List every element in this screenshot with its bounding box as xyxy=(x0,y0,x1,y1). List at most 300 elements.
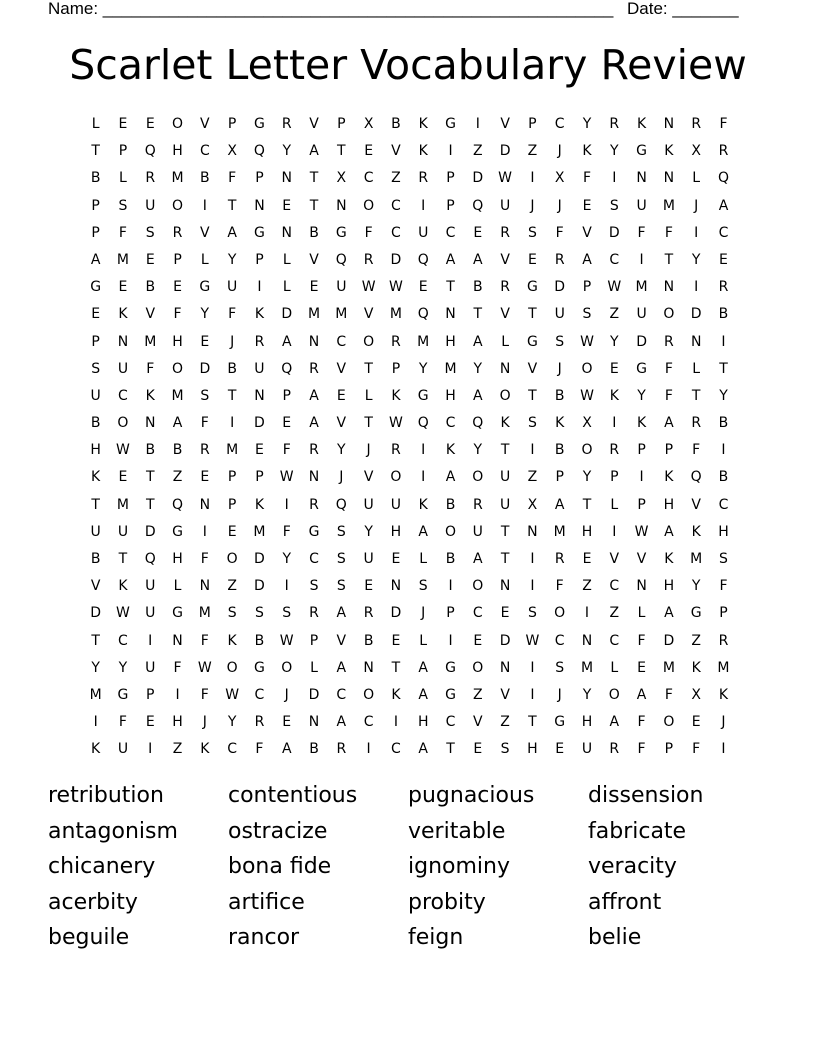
grid-letter[interactable]: N xyxy=(636,578,647,595)
grid-letter[interactable]: A xyxy=(718,197,729,214)
grid-letter[interactable]: J xyxy=(557,360,562,377)
grid-letter[interactable]: T xyxy=(582,496,592,513)
grid-letter[interactable]: F xyxy=(664,360,673,377)
grid-letter[interactable]: Q xyxy=(335,496,347,513)
grid-letter[interactable]: O xyxy=(472,469,484,486)
grid-letter[interactable]: K xyxy=(664,551,674,567)
grid-letter[interactable]: U xyxy=(554,306,565,323)
grid-letter[interactable]: K xyxy=(254,306,265,323)
grid-letter[interactable]: I xyxy=(148,741,153,758)
grid-letter[interactable]: Y xyxy=(200,306,210,323)
grid-letter[interactable]: E xyxy=(282,714,292,731)
grid-letter[interactable]: O xyxy=(363,686,375,703)
grid-letter[interactable]: L xyxy=(692,170,701,187)
grid-letter[interactable]: L xyxy=(364,387,373,404)
grid-letter[interactable]: M xyxy=(444,360,457,377)
grid-letter[interactable]: R xyxy=(609,741,620,758)
grid-letter[interactable]: K xyxy=(636,415,647,432)
grid-letter[interactable]: T xyxy=(691,387,701,404)
grid-letter[interactable]: U xyxy=(363,496,374,513)
grid-letter[interactable]: F xyxy=(664,686,673,703)
grid-letter[interactable]: I xyxy=(421,442,426,459)
grid-letter[interactable]: A xyxy=(281,333,292,350)
grid-letter[interactable]: B xyxy=(227,360,237,377)
grid-letter[interactable]: X xyxy=(691,686,701,703)
grid-letter[interactable]: F xyxy=(719,578,728,595)
grid-letter[interactable]: A xyxy=(281,741,292,758)
grid-letter[interactable]: P xyxy=(446,170,455,187)
grid-letter[interactable]: D xyxy=(281,306,293,323)
grid-letter[interactable]: I xyxy=(448,578,453,595)
grid-letter[interactable]: E xyxy=(582,551,592,567)
grid-letter[interactable]: H xyxy=(718,523,729,540)
grid-letter[interactable]: Y xyxy=(473,442,483,459)
grid-letter[interactable]: F xyxy=(200,551,209,567)
grid-letter[interactable]: A xyxy=(473,551,483,567)
grid-letter[interactable]: N xyxy=(663,170,675,187)
grid-letter[interactable]: E xyxy=(282,415,292,432)
grid-letter[interactable]: U xyxy=(499,197,511,214)
grid-letter[interactable]: B xyxy=(309,224,319,241)
grid-letter[interactable]: E xyxy=(391,551,401,567)
grid-letter[interactable]: I xyxy=(448,143,453,160)
grid-letter[interactable]: O xyxy=(663,306,675,323)
grid-letter[interactable]: P xyxy=(528,116,537,132)
grid-letter[interactable]: R xyxy=(472,496,483,513)
grid-letter[interactable]: Y xyxy=(582,469,592,486)
grid-letter[interactable]: J xyxy=(557,686,562,703)
grid-letter[interactable]: K xyxy=(418,116,428,132)
grid-letter[interactable]: M xyxy=(717,659,730,676)
grid-letter[interactable]: F xyxy=(282,442,291,459)
grid-letter[interactable]: K xyxy=(200,741,210,758)
grid-letter[interactable]: R xyxy=(691,415,702,432)
grid-letter[interactable]: K xyxy=(691,659,701,676)
grid-letter[interactable]: T xyxy=(145,496,155,513)
grid-letter[interactable]: W xyxy=(279,469,294,486)
grid-letter[interactable]: E xyxy=(609,360,619,377)
grid-letter[interactable]: I xyxy=(393,714,398,731)
grid-letter[interactable]: V xyxy=(609,551,620,567)
grid-letter[interactable]: E xyxy=(500,605,510,622)
grid-letter[interactable]: Y xyxy=(473,360,483,377)
grid-letter[interactable]: Y xyxy=(91,659,100,676)
grid-letter[interactable]: N xyxy=(308,333,320,350)
grid-letter[interactable]: B xyxy=(718,415,729,432)
grid-letter[interactable]: N xyxy=(527,523,538,540)
grid-letter[interactable]: E xyxy=(555,741,565,758)
grid-letter[interactable]: I xyxy=(148,632,153,649)
grid-letter[interactable]: I xyxy=(366,741,371,758)
grid-letter[interactable]: H xyxy=(663,578,675,595)
grid-letter[interactable]: C xyxy=(391,741,401,758)
grid-letter[interactable]: M xyxy=(171,387,184,404)
grid-letter[interactable]: T xyxy=(528,387,537,404)
grid-letter[interactable]: Q xyxy=(172,496,184,513)
grid-letter[interactable]: U xyxy=(117,360,129,377)
grid-letter[interactable]: V xyxy=(145,306,156,323)
grid-letter[interactable]: I xyxy=(421,197,426,214)
grid-letter[interactable]: J xyxy=(366,442,371,459)
grid-letter[interactable]: A xyxy=(473,387,483,404)
grid-letter[interactable]: V xyxy=(473,714,483,731)
grid-letter[interactable]: I xyxy=(530,170,535,187)
grid-letter[interactable]: N xyxy=(663,116,675,132)
grid-letter[interactable]: C xyxy=(336,686,347,703)
grid-letter[interactable]: F xyxy=(228,170,237,187)
grid-letter[interactable]: P xyxy=(582,279,592,296)
grid-letter[interactable]: W xyxy=(607,279,622,296)
grid-letter[interactable]: F xyxy=(173,306,182,323)
grid-letter[interactable]: Y xyxy=(610,333,619,350)
grid-letter[interactable]: U xyxy=(117,741,129,758)
grid-letter[interactable]: I xyxy=(530,686,535,703)
grid-letter[interactable]: U xyxy=(418,224,429,241)
grid-letter[interactable]: D xyxy=(390,605,402,622)
grid-letter[interactable]: W xyxy=(634,523,649,540)
grid-letter[interactable]: F xyxy=(118,224,127,241)
grid-letter[interactable]: S xyxy=(336,523,346,540)
grid-letter[interactable]: Y xyxy=(337,442,346,459)
grid-letter[interactable]: Z xyxy=(172,741,183,758)
grid-letter[interactable]: E xyxy=(200,469,210,486)
grid-letter[interactable]: P xyxy=(637,442,646,459)
grid-letter[interactable]: M xyxy=(226,442,239,459)
grid-letter[interactable]: H xyxy=(445,387,456,404)
grid-letter[interactable]: U xyxy=(227,279,238,296)
grid-letter[interactable]: K xyxy=(118,578,128,595)
grid-letter[interactable]: Z xyxy=(473,143,483,160)
grid-letter[interactable]: P xyxy=(610,469,619,486)
grid-letter[interactable]: I xyxy=(202,523,207,540)
grid-letter[interactable]: B xyxy=(254,632,265,649)
grid-letter[interactable]: E xyxy=(473,224,483,241)
grid-letter[interactable]: R xyxy=(718,143,729,160)
grid-letter[interactable]: O xyxy=(226,659,238,676)
grid-letter[interactable]: E xyxy=(118,469,128,486)
grid-letter[interactable]: O xyxy=(608,686,620,703)
grid-letter[interactable]: M xyxy=(690,551,703,567)
grid-letter[interactable]: O xyxy=(117,415,129,432)
grid-letter[interactable]: A xyxy=(554,496,565,513)
grid-letter[interactable]: N xyxy=(117,333,129,350)
grid-letter[interactable]: B xyxy=(90,170,101,187)
grid-letter[interactable]: S xyxy=(118,197,128,214)
grid-letter[interactable]: A xyxy=(418,741,428,758)
grid-letter[interactable]: Y xyxy=(582,686,592,703)
grid-letter[interactable]: C xyxy=(609,632,620,649)
grid-letter[interactable]: P xyxy=(719,605,728,622)
grid-letter[interactable]: E xyxy=(118,279,128,296)
grid-letter[interactable]: M xyxy=(662,659,675,676)
grid-letter[interactable]: G xyxy=(335,224,347,241)
grid-letter[interactable]: X xyxy=(554,170,565,187)
grid-letter[interactable]: E xyxy=(637,659,647,676)
grid-letter[interactable]: I xyxy=(612,170,617,187)
grid-letter[interactable]: I xyxy=(530,551,535,567)
grid-letter[interactable]: E xyxy=(582,197,592,214)
grid-letter[interactable]: P xyxy=(555,469,564,486)
grid-letter[interactable]: E xyxy=(255,442,264,459)
grid-letter[interactable]: T xyxy=(118,551,128,567)
grid-letter[interactable]: B xyxy=(172,442,183,459)
grid-letter[interactable]: P xyxy=(146,686,155,703)
grid-letter[interactable]: O xyxy=(172,360,184,377)
grid-letter[interactable]: F xyxy=(664,387,673,404)
grid-letter[interactable]: V xyxy=(336,632,347,649)
grid-letter[interactable]: A xyxy=(609,714,620,731)
grid-letter[interactable]: D xyxy=(390,251,402,268)
grid-letter[interactable]: Z xyxy=(609,605,620,622)
grid-letter[interactable]: H xyxy=(445,333,456,350)
grid-letter[interactable]: I xyxy=(612,415,617,432)
grid-letter[interactable]: Y xyxy=(227,714,237,731)
grid-letter[interactable]: C xyxy=(363,714,374,731)
grid-letter[interactable]: I xyxy=(421,469,426,486)
grid-letter[interactable]: L xyxy=(637,605,646,622)
grid-letter[interactable]: I xyxy=(639,251,644,268)
grid-letter[interactable]: U xyxy=(472,523,483,540)
grid-letter[interactable]: B xyxy=(445,496,456,513)
grid-letter[interactable]: O xyxy=(390,469,402,486)
grid-letter[interactable]: P xyxy=(446,197,455,214)
grid-letter[interactable]: H xyxy=(527,741,538,758)
grid-letter[interactable]: Z xyxy=(473,686,483,703)
grid-letter[interactable]: L xyxy=(119,170,127,187)
grid-letter[interactable]: Y xyxy=(282,143,291,160)
grid-letter[interactable]: R xyxy=(691,116,702,132)
grid-letter[interactable]: P xyxy=(255,469,264,486)
grid-letter[interactable]: I xyxy=(175,686,180,703)
grid-letter[interactable]: M xyxy=(116,496,129,513)
grid-letter[interactable]: E xyxy=(145,116,155,132)
grid-letter[interactable]: H xyxy=(172,551,183,567)
grid-letter[interactable]: I xyxy=(694,279,699,296)
grid-letter[interactable]: K xyxy=(582,143,592,160)
grid-letter[interactable]: W xyxy=(580,333,594,350)
grid-letter[interactable]: G xyxy=(526,279,538,296)
grid-letter[interactable]: B xyxy=(445,551,456,567)
grid-letter[interactable]: A xyxy=(418,686,428,703)
grid-letter[interactable]: D xyxy=(554,279,566,296)
grid-letter[interactable]: F xyxy=(173,659,182,676)
grid-letter[interactable]: K xyxy=(118,306,128,323)
grid-letter[interactable]: U xyxy=(363,551,374,567)
grid-letter[interactable]: H xyxy=(581,523,593,540)
grid-letter[interactable]: Q xyxy=(472,197,484,214)
grid-letter[interactable]: R xyxy=(718,279,729,296)
grid-letter[interactable]: O xyxy=(472,578,484,595)
grid-letter[interactable]: Q xyxy=(417,415,429,432)
grid-letter[interactable]: R xyxy=(309,442,319,459)
grid-letter[interactable]: E xyxy=(391,632,401,649)
grid-letter[interactable]: X xyxy=(336,170,347,187)
grid-letter[interactable]: L xyxy=(310,659,318,676)
grid-letter[interactable]: P xyxy=(664,442,674,459)
grid-letter[interactable]: L xyxy=(692,360,701,377)
grid-letter[interactable]: Q xyxy=(690,469,702,486)
grid-letter[interactable]: E xyxy=(418,279,428,296)
grid-letter[interactable]: G xyxy=(254,659,265,676)
grid-letter[interactable]: Q xyxy=(717,170,729,187)
grid-letter[interactable]: A xyxy=(336,659,347,676)
grid-letter[interactable]: D xyxy=(90,605,102,622)
grid-letter[interactable]: V xyxy=(200,116,210,132)
grid-letter[interactable]: K xyxy=(609,387,619,404)
grid-letter[interactable]: H xyxy=(172,714,183,731)
grid-letter[interactable]: K xyxy=(636,116,647,132)
grid-letter[interactable]: M xyxy=(144,333,157,350)
grid-letter[interactable]: T xyxy=(309,197,319,214)
grid-letter[interactable]: O xyxy=(172,116,184,132)
grid-letter[interactable]: S xyxy=(527,415,537,432)
grid-letter[interactable]: T xyxy=(227,387,237,404)
grid-letter[interactable]: H xyxy=(172,143,183,160)
grid-letter[interactable]: Z xyxy=(582,578,592,595)
grid-letter[interactable]: G xyxy=(690,605,702,622)
grid-letter[interactable]: C xyxy=(118,387,128,404)
grid-letter[interactable]: E xyxy=(364,143,374,160)
grid-letter[interactable]: F xyxy=(282,523,291,540)
grid-letter[interactable]: R xyxy=(609,442,620,459)
grid-letter[interactable]: R xyxy=(254,333,265,350)
grid-letter[interactable]: A xyxy=(172,415,183,432)
grid-letter[interactable]: I xyxy=(721,741,726,758)
grid-letter[interactable]: A xyxy=(664,605,674,622)
grid-letter[interactable]: D xyxy=(144,523,156,540)
grid-letter[interactable]: N xyxy=(636,170,647,187)
grid-letter[interactable]: P xyxy=(91,224,100,241)
grid-letter[interactable]: C xyxy=(118,632,128,649)
grid-letter[interactable]: S xyxy=(418,578,428,595)
grid-letter[interactable]: V xyxy=(309,116,319,132)
grid-letter[interactable]: W xyxy=(197,659,212,676)
grid-letter[interactable]: T xyxy=(446,279,455,296)
grid-letter[interactable]: B xyxy=(554,387,565,404)
grid-letter[interactable]: N xyxy=(145,415,156,432)
grid-letter[interactable]: B xyxy=(309,741,319,758)
grid-letter[interactable]: B xyxy=(145,279,156,296)
grid-letter[interactable]: S xyxy=(555,333,565,350)
grid-letter[interactable]: G xyxy=(554,714,566,731)
grid-letter[interactable]: X xyxy=(527,496,538,513)
grid-letter[interactable]: M xyxy=(553,523,566,540)
grid-letter[interactable]: K xyxy=(664,143,674,160)
grid-letter[interactable]: S xyxy=(609,197,619,214)
grid-letter[interactable]: L xyxy=(501,333,509,350)
grid-letter[interactable]: U xyxy=(636,197,647,214)
grid-letter[interactable]: B xyxy=(473,279,483,296)
grid-letter[interactable]: J xyxy=(721,714,726,731)
grid-letter[interactable]: E xyxy=(118,116,128,132)
grid-letter[interactable]: K xyxy=(91,469,101,486)
grid-letter[interactable]: R xyxy=(718,632,729,649)
date-field-label[interactable]: Date: _______ xyxy=(627,0,739,18)
grid-letter[interactable]: R xyxy=(336,741,347,758)
grid-letter[interactable]: I xyxy=(721,333,726,350)
grid-letter[interactable]: W xyxy=(525,632,540,649)
grid-letter[interactable]: I xyxy=(530,578,535,595)
grid-letter[interactable]: G xyxy=(172,605,183,622)
grid-letter[interactable]: E xyxy=(91,306,101,323)
grid-letter[interactable]: T xyxy=(337,143,346,160)
grid-letter[interactable]: A xyxy=(309,415,319,432)
grid-letter[interactable]: U xyxy=(117,523,129,540)
grid-letter[interactable]: N xyxy=(254,387,265,404)
grid-letter[interactable]: V xyxy=(363,306,374,323)
grid-letter[interactable]: P xyxy=(446,605,455,622)
grid-letter[interactable]: B xyxy=(554,442,565,459)
grid-letter[interactable]: O xyxy=(226,551,238,567)
grid-letter[interactable]: A xyxy=(336,605,347,622)
grid-letter[interactable]: K xyxy=(500,415,510,432)
grid-letter[interactable]: I xyxy=(202,197,207,214)
grid-letter[interactable]: R xyxy=(500,279,510,296)
grid-letter[interactable]: K xyxy=(254,496,265,513)
grid-letter[interactable]: N xyxy=(445,306,456,323)
grid-letter[interactable]: N xyxy=(308,469,320,486)
grid-letter[interactable]: C xyxy=(445,415,456,432)
grid-letter[interactable]: N xyxy=(663,279,675,296)
grid-letter[interactable]: M xyxy=(389,306,402,323)
name-field-label[interactable]: Name: ______________________________________________________ xyxy=(48,0,614,18)
grid-letter[interactable]: N xyxy=(363,659,374,676)
grid-letter[interactable]: I xyxy=(530,659,535,676)
grid-letter[interactable]: T xyxy=(91,143,100,160)
grid-letter[interactable]: H xyxy=(390,523,402,540)
grid-letter[interactable]: P xyxy=(227,496,237,513)
grid-letter[interactable]: G xyxy=(417,387,429,404)
grid-letter[interactable]: Y xyxy=(227,251,237,268)
grid-letter[interactable]: B xyxy=(90,551,101,567)
grid-letter[interactable]: O xyxy=(581,442,593,459)
grid-letter[interactable]: C xyxy=(336,333,347,350)
grid-letter[interactable]: K xyxy=(418,496,428,513)
grid-letter[interactable]: U xyxy=(499,469,511,486)
grid-letter[interactable]: G xyxy=(445,686,456,703)
grid-letter[interactable]: G xyxy=(199,279,211,296)
grid-letter[interactable]: O xyxy=(581,360,593,377)
grid-letter[interactable]: R xyxy=(145,170,156,187)
grid-letter[interactable]: K xyxy=(391,387,401,404)
grid-letter[interactable]: S xyxy=(336,551,346,567)
grid-letter[interactable]: Z xyxy=(527,469,538,486)
grid-letter[interactable]: N xyxy=(308,714,320,731)
grid-letter[interactable]: B xyxy=(200,170,210,187)
grid-letter[interactable]: C xyxy=(554,116,565,132)
grid-letter[interactable]: M xyxy=(116,251,129,268)
grid-letter[interactable]: L xyxy=(610,659,619,676)
grid-letter[interactable]: I xyxy=(694,224,699,241)
grid-letter[interactable]: N xyxy=(199,496,211,513)
grid-letter[interactable]: R xyxy=(609,116,620,132)
grid-letter[interactable]: R xyxy=(199,442,210,459)
grid-letter[interactable]: F xyxy=(200,415,209,432)
grid-letter[interactable]: T xyxy=(473,306,483,323)
grid-letter[interactable]: M xyxy=(89,686,102,703)
grid-letter[interactable]: O xyxy=(663,714,675,731)
grid-letter[interactable]: O xyxy=(172,197,184,214)
grid-letter[interactable]: N xyxy=(281,170,292,187)
grid-letter[interactable]: I xyxy=(584,605,590,622)
grid-letter[interactable]: G xyxy=(90,279,102,296)
grid-letter[interactable]: G xyxy=(636,143,648,160)
grid-letter[interactable]: P xyxy=(255,170,264,187)
grid-letter[interactable]: T xyxy=(500,442,510,459)
grid-letter[interactable]: I xyxy=(530,442,535,459)
grid-letter[interactable]: X xyxy=(582,415,592,432)
grid-letter[interactable]: I xyxy=(475,116,480,132)
